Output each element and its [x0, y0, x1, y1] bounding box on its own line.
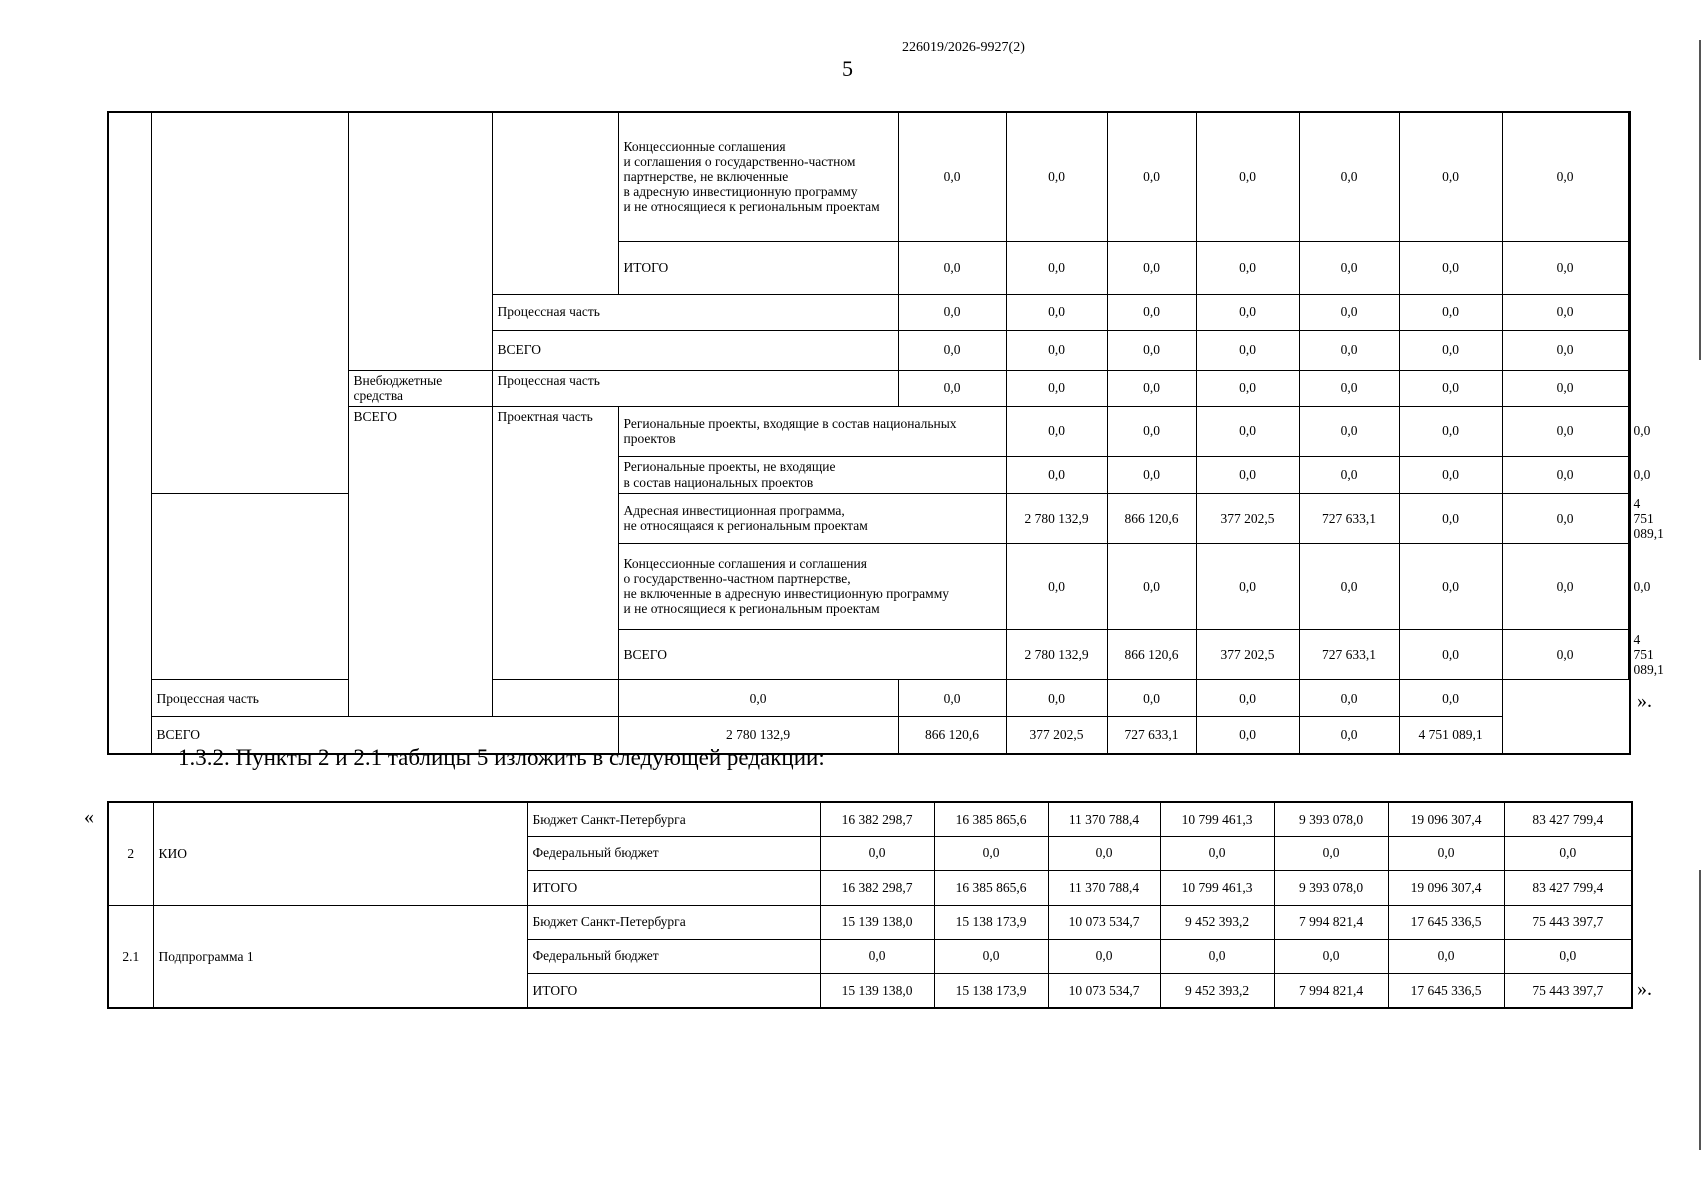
row-group-label: Внебюджетные средства	[348, 370, 492, 406]
value-cell: 0,0	[1006, 680, 1107, 717]
value-cell: 0,0	[1107, 294, 1196, 330]
value-cell: 0,0	[1006, 456, 1107, 493]
value-cell: 0,0	[1160, 939, 1274, 973]
item-name: КИО	[153, 802, 527, 905]
value-cell: 866 120,6	[1107, 629, 1196, 679]
value-cell: 0,0	[820, 939, 934, 973]
row-label: Региональные проекты, не входящие в состав национальных проектов	[618, 456, 1006, 493]
row-label: ВСЕГО	[492, 330, 898, 370]
value-cell: 0,0	[1299, 370, 1399, 406]
empty-cell	[492, 112, 618, 294]
page-number: 5	[842, 56, 853, 81]
value-cell: 0,0	[1399, 629, 1502, 679]
value-cell: 0,0	[898, 294, 1006, 330]
value-cell: 0,0	[898, 330, 1006, 370]
value-cell: 0,0	[1504, 836, 1632, 870]
value-cell: 0,0	[1299, 543, 1399, 629]
value-cell: 0,0	[1006, 241, 1107, 294]
value-cell: 0,0	[1502, 294, 1628, 330]
value-cell: 0,0	[1196, 112, 1299, 241]
value-cell: 0,0	[1196, 294, 1299, 330]
table-row	[108, 493, 1630, 543]
value-cell: 4 751 089,1	[1628, 493, 1630, 543]
value-cell: 0,0	[1274, 939, 1388, 973]
row-label: ИТОГО	[527, 870, 820, 905]
value-cell: 0,0	[1107, 406, 1196, 456]
value-cell: 0,0	[1502, 330, 1628, 370]
value-cell: 10 799 461,3	[1160, 802, 1274, 836]
value-cell: 16 385 865,6	[934, 802, 1048, 836]
value-cell: 9 393 078,0	[1274, 870, 1388, 905]
value-cell: 10 799 461,3	[1160, 870, 1274, 905]
value-cell: 0,0	[1399, 241, 1502, 294]
item-number: 2.1	[108, 905, 153, 1008]
value-cell: 0,0	[1107, 456, 1196, 493]
value-cell: 15 139 138,0	[820, 973, 934, 1008]
value-cell: 19 096 307,4	[1388, 870, 1504, 905]
table-row	[108, 112, 1630, 241]
value-cell: 15 138 173,9	[934, 905, 1048, 939]
value-cell: 7 994 821,4	[1274, 973, 1388, 1008]
table-row	[108, 802, 1632, 836]
value-cell: 11 370 788,4	[1048, 802, 1160, 836]
closing-quote: ».	[1637, 978, 1652, 1000]
value-cell: 0,0	[1502, 406, 1628, 456]
value-cell: 0,0	[1107, 112, 1196, 241]
row-label: Федеральный бюджет	[527, 939, 820, 973]
row-label: Процессная часть	[492, 370, 898, 406]
value-cell: 0,0	[1502, 241, 1628, 294]
value-cell: 10 073 534,7	[1048, 973, 1160, 1008]
value-cell: 377 202,5	[1196, 629, 1299, 679]
value-cell: 15 139 138,0	[820, 905, 934, 939]
value-cell: 0,0	[1196, 330, 1299, 370]
value-cell: 0,0	[1107, 680, 1196, 717]
value-cell: 9 452 393,2	[1160, 973, 1274, 1008]
value-cell: 83 427 799,4	[1504, 802, 1632, 836]
value-cell: 0,0	[1399, 680, 1502, 717]
closing-quote: ».	[1637, 690, 1652, 712]
value-cell: 0,0	[1006, 406, 1107, 456]
value-cell: 15 138 173,9	[934, 973, 1048, 1008]
empty-cell	[151, 112, 348, 493]
value-cell: 0,0	[1399, 406, 1502, 456]
value-cell: 7 994 821,4	[1274, 905, 1388, 939]
empty-cell	[348, 112, 492, 370]
table-row	[108, 905, 1632, 939]
value-cell: 0,0	[820, 836, 934, 870]
value-cell: 16 385 865,6	[934, 870, 1048, 905]
value-cell: 866 120,6	[1107, 493, 1196, 543]
value-cell: 0,0	[1388, 939, 1504, 973]
value-cell: 16 382 298,7	[820, 802, 934, 836]
value-cell: 0,0	[1196, 717, 1299, 754]
value-cell: 0,0	[1299, 241, 1399, 294]
value-cell: 727 633,1	[1107, 717, 1196, 754]
value-cell: 0,0	[1299, 330, 1399, 370]
value-cell: 0,0	[1388, 836, 1504, 870]
value-cell: 0,0	[1196, 241, 1299, 294]
value-cell: 0,0	[1399, 330, 1502, 370]
value-cell: 0,0	[1502, 112, 1628, 241]
value-cell: 83 427 799,4	[1504, 870, 1632, 905]
value-cell: 2 780 132,9	[618, 717, 898, 754]
value-cell: 0,0	[898, 112, 1006, 241]
table-5-items	[107, 801, 1633, 1009]
value-cell: 9 452 393,2	[1160, 905, 1274, 939]
value-cell: 17 645 336,5	[1388, 905, 1504, 939]
row-label: ВСЕГО	[618, 629, 1006, 679]
value-cell: 4 751 089,1	[1628, 629, 1630, 679]
row-label: ИТОГО	[618, 241, 898, 294]
value-cell: 0,0	[1006, 112, 1107, 241]
value-cell: 0,0	[1628, 406, 1630, 456]
row-label: Процессная часть	[151, 680, 618, 717]
row-label: Адресная инвестиционная программа, не относящаяся к региональным проектам	[618, 493, 1006, 543]
value-cell: 0,0	[1006, 543, 1107, 629]
funding-table-continuation	[107, 111, 1664, 755]
row-label: Процессная часть	[492, 294, 898, 330]
table-row	[108, 629, 1630, 679]
scan-edge-mark	[1699, 870, 1701, 1150]
value-cell: 0,0	[1502, 629, 1628, 679]
value-cell: 0,0	[1160, 836, 1274, 870]
table-row	[108, 680, 1630, 717]
value-cell: 377 202,5	[1006, 717, 1107, 754]
row-label: Концессионные соглашения и соглашения о государственно-частном партнерстве, не включенные в адресную инвестиционную программу и не относящиеся к региональным проектам	[618, 543, 1006, 629]
value-cell: 866 120,6	[898, 717, 1006, 754]
value-cell: 0,0	[1502, 493, 1628, 543]
value-cell: 0,0	[1299, 112, 1399, 241]
value-cell: 0,0	[1399, 493, 1502, 543]
value-cell: 2 780 132,9	[1006, 493, 1107, 543]
value-cell: 0,0	[1299, 717, 1399, 754]
item-number: 2	[108, 802, 153, 905]
value-cell: 0,0	[1299, 456, 1399, 493]
value-cell: 727 633,1	[1299, 493, 1399, 543]
value-cell: 0,0	[898, 680, 1006, 717]
value-cell: 0,0	[1399, 294, 1502, 330]
value-cell: 9 393 078,0	[1274, 802, 1388, 836]
value-cell: 0,0	[1006, 330, 1107, 370]
value-cell: 0,0	[1628, 543, 1630, 629]
value-cell: 0,0	[934, 836, 1048, 870]
value-cell: 0,0	[1006, 370, 1107, 406]
row-label: Бюджет Санкт-Петербурга	[527, 802, 820, 836]
document-number: 226019/2026-9927(2)	[902, 40, 1025, 55]
value-cell: 0,0	[1196, 680, 1299, 717]
row-label: Концессионные соглашения и соглашения о государственно-частном партнерстве, не включенные в адресную инвестиционную программу и не относящиеся к региональным проектам	[618, 112, 898, 241]
value-cell: 0,0	[1504, 939, 1632, 973]
empty-number-cell	[108, 112, 151, 754]
value-cell: 0,0	[1299, 294, 1399, 330]
value-cell: 0,0	[934, 939, 1048, 973]
value-cell: 0,0	[1107, 330, 1196, 370]
item-name: Подпрограмма 1	[153, 905, 527, 1008]
value-cell: 0,0	[1399, 112, 1502, 241]
opening-quote: «	[84, 806, 94, 828]
value-cell: 727 633,1	[1299, 629, 1399, 679]
value-cell: 16 382 298,7	[820, 870, 934, 905]
row-group-label: Проектная часть	[492, 406, 618, 680]
value-cell: 75 443 397,7	[1504, 973, 1632, 1008]
value-cell: 0,0	[618, 680, 898, 717]
value-cell: 2 780 132,9	[1006, 629, 1107, 679]
value-cell: 0,0	[1628, 456, 1630, 493]
amendment-paragraph: 1.3.2. Пункты 2 и 2.1 таблицы 5 изложить в следующей редакции:	[178, 745, 825, 770]
row-label: Бюджет Санкт-Петербурга	[527, 905, 820, 939]
value-cell: 0,0	[1196, 370, 1299, 406]
value-cell: 11 370 788,4	[1048, 870, 1160, 905]
value-cell: 0,0	[1274, 836, 1388, 870]
row-label: Федеральный бюджет	[527, 836, 820, 870]
row-label: ИТОГО	[527, 973, 820, 1008]
value-cell: 0,0	[1107, 241, 1196, 294]
value-cell: 0,0	[1107, 543, 1196, 629]
row-label: ВСЕГО	[151, 717, 618, 754]
value-cell: 4 751 089,1	[1399, 717, 1502, 754]
value-cell: 0,0	[1196, 456, 1299, 493]
value-cell: 0,0	[1299, 406, 1399, 456]
value-cell: 0,0	[1196, 543, 1299, 629]
row-label: Региональные проекты, входящие в состав национальных проектов	[618, 406, 1006, 456]
value-cell: 0,0	[898, 370, 1006, 406]
value-cell: 0,0	[1502, 456, 1628, 493]
value-cell: 0,0	[1048, 939, 1160, 973]
value-cell: 75 443 397,7	[1504, 905, 1632, 939]
value-cell: 0,0	[1107, 370, 1196, 406]
value-cell: 0,0	[898, 241, 1006, 294]
value-cell: 0,0	[1502, 370, 1628, 406]
value-cell: 0,0	[1399, 370, 1502, 406]
value-cell: 0,0	[1399, 543, 1502, 629]
scan-edge-mark	[1699, 40, 1701, 360]
value-cell: 10 073 534,7	[1048, 905, 1160, 939]
value-cell: 0,0	[1048, 836, 1160, 870]
value-cell: 0,0	[1399, 456, 1502, 493]
value-cell: 19 096 307,4	[1388, 802, 1504, 836]
table-row	[108, 543, 1630, 629]
value-cell: 0,0	[1299, 680, 1399, 717]
row-group-label: ВСЕГО	[348, 406, 492, 717]
value-cell: 17 645 336,5	[1388, 973, 1504, 1008]
value-cell: 0,0	[1006, 294, 1107, 330]
value-cell: 0,0	[1196, 406, 1299, 456]
value-cell: 0,0	[1502, 543, 1628, 629]
value-cell: 377 202,5	[1196, 493, 1299, 543]
